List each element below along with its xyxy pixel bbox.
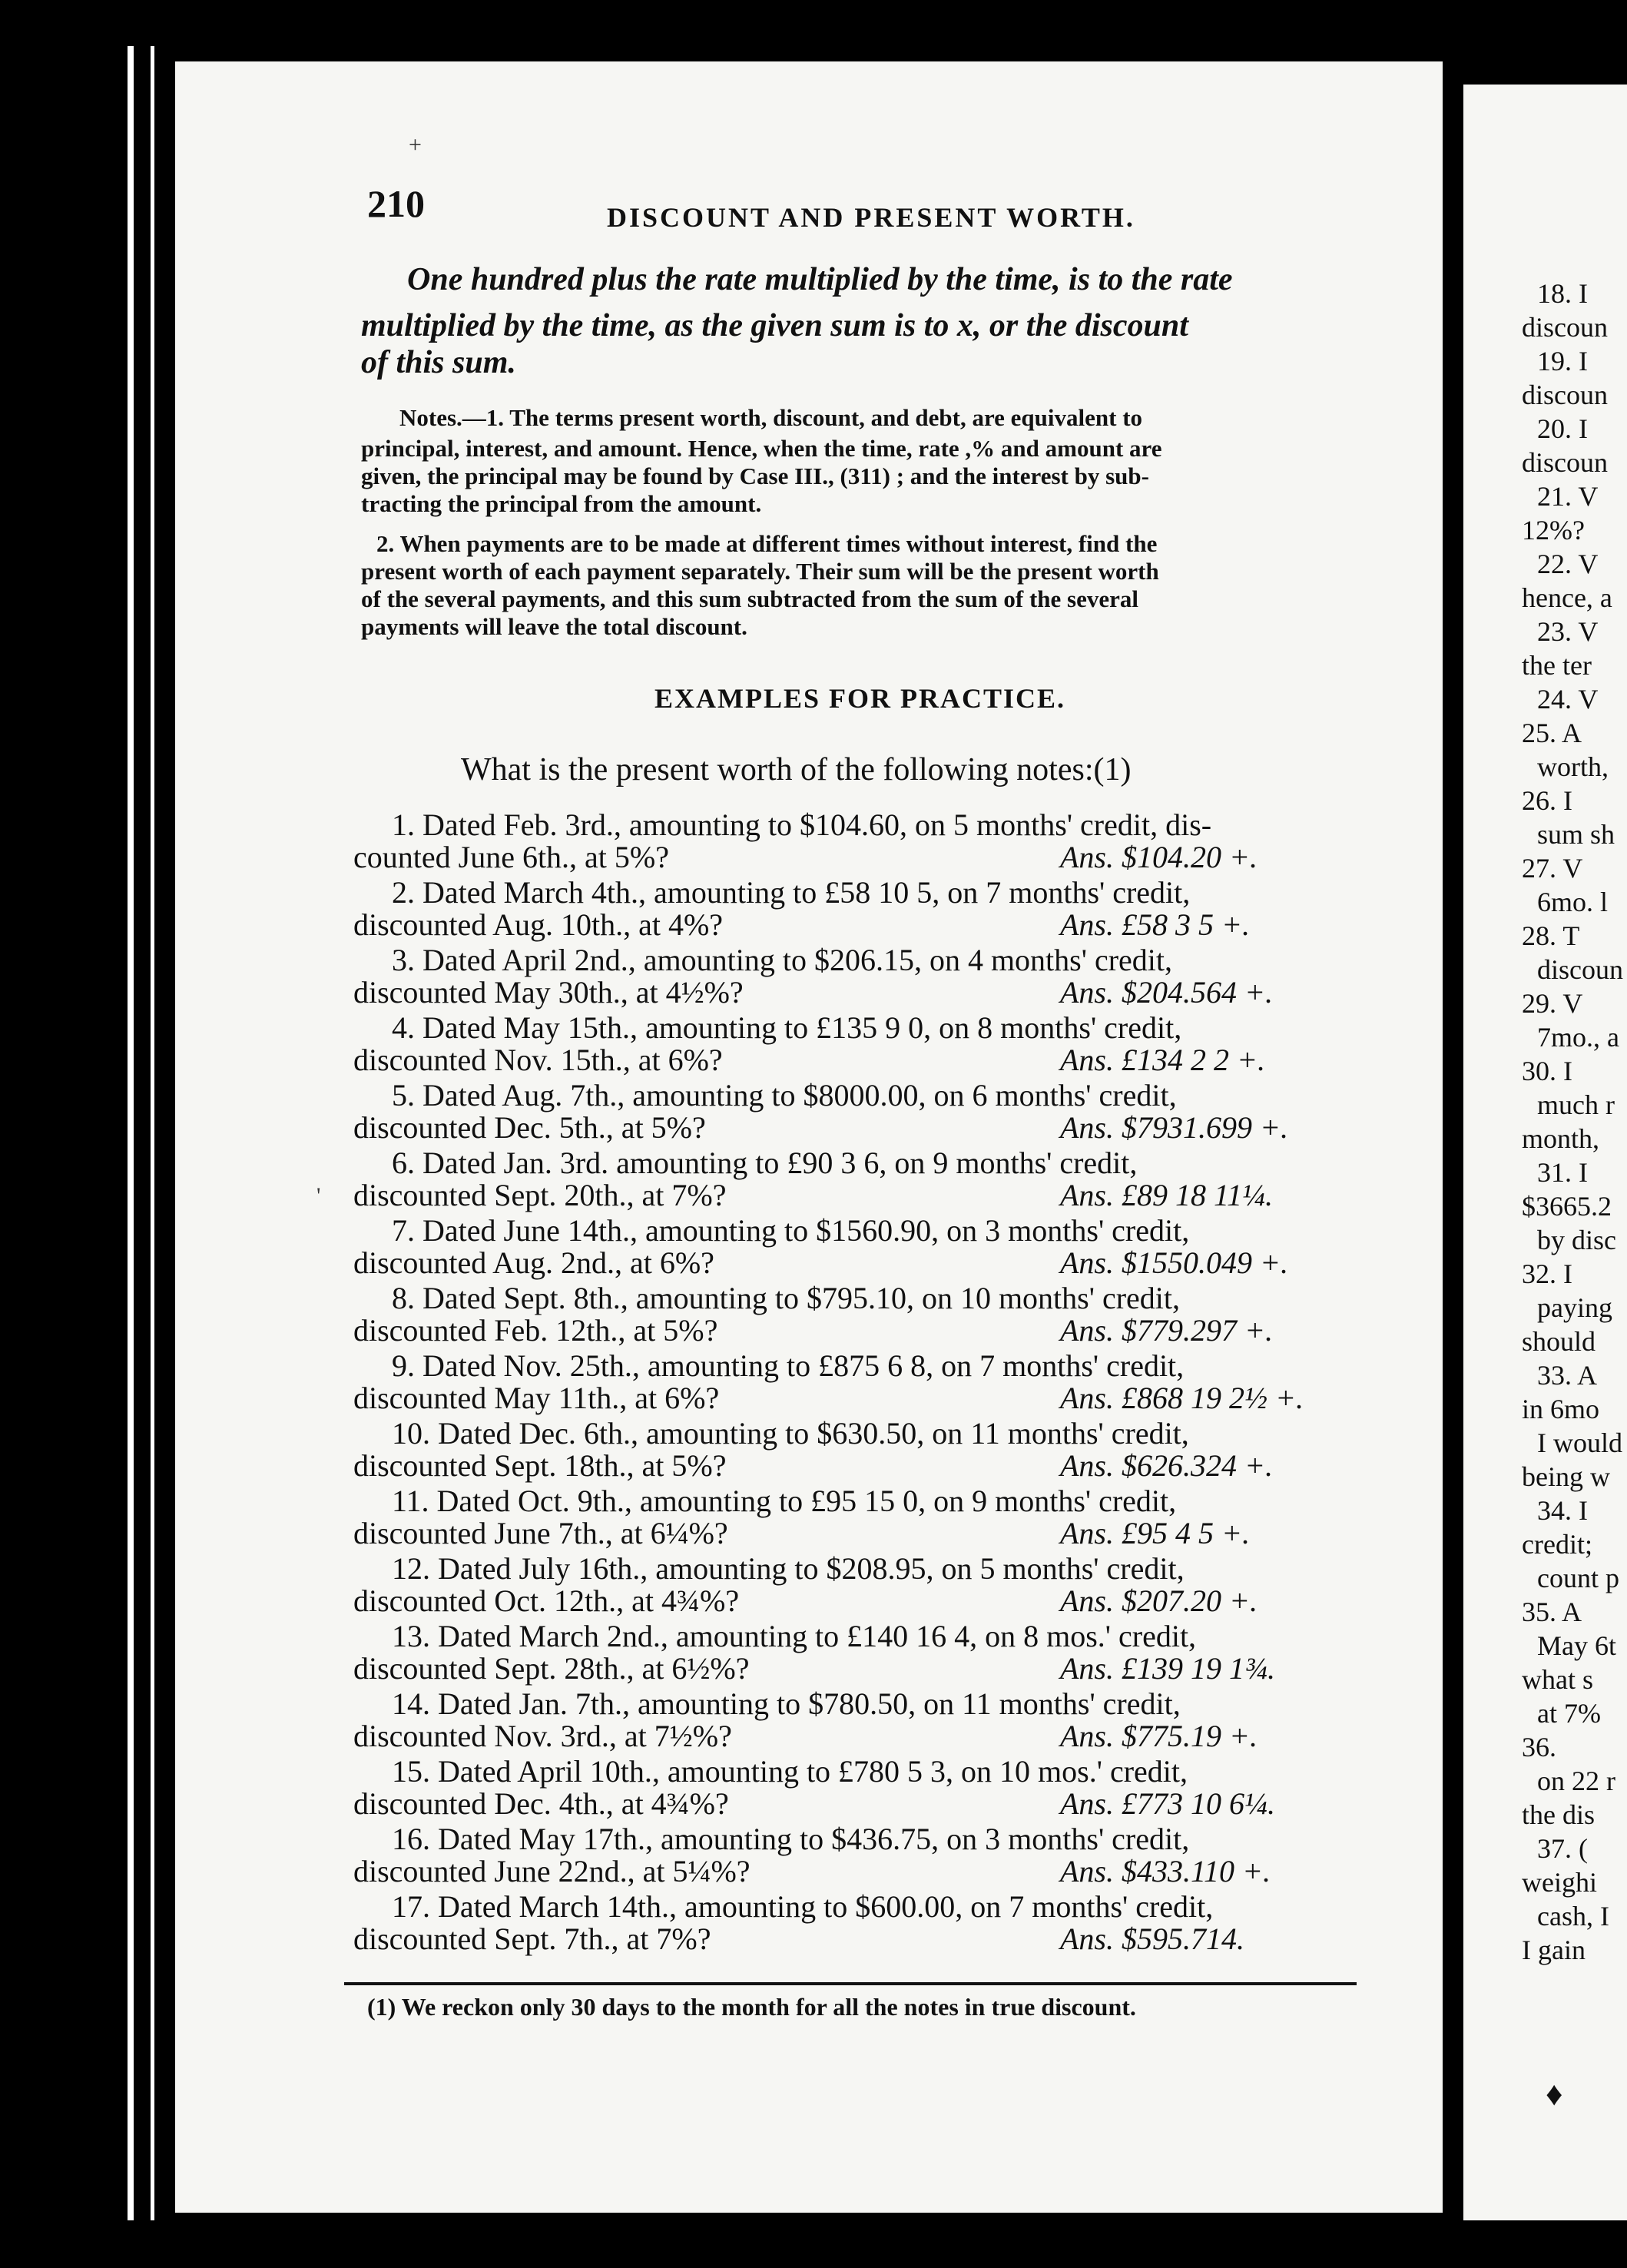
- right-page-line: much r: [1537, 1089, 1615, 1120]
- page-number: 210: [367, 182, 425, 225]
- note-line: present worth of each payment separately. Their sum will be the present worth: [361, 558, 1159, 585]
- right-page-line: 18. I: [1537, 278, 1588, 309]
- right-page-line: 27. V: [1522, 853, 1583, 884]
- example-line-2: counted June 6th., at 5%?: [353, 840, 669, 874]
- note-line: 2. When payments are to be made at different times without interest, find the: [376, 530, 1158, 557]
- note-line: of the several payments, and this sum subtracted from the sum of the several: [361, 585, 1139, 612]
- right-page-line: discoun: [1522, 312, 1608, 343]
- right-page-line: at 7%: [1537, 1698, 1601, 1729]
- example-line-1: 14. Dated Jan. 7th., amounting to $780.50, on 11 months' credit,: [392, 1686, 1181, 1721]
- right-page-line: 12%?: [1522, 515, 1585, 545]
- right-page-line: discoun: [1522, 380, 1608, 410]
- page-edge-left: [128, 46, 134, 2220]
- example-line-2: discounted May 11th., at 6%?: [353, 1381, 720, 1415]
- note-line: tracting the principal from the amount.: [361, 490, 762, 517]
- scan-speck: ♦: [1546, 2075, 1563, 2113]
- rule-line: of this sum.: [361, 345, 516, 380]
- right-page-line: should: [1522, 1326, 1596, 1357]
- example-line-2: discounted Oct. 12th., at 4¾%?: [353, 1583, 740, 1618]
- example-answer: Ans. £868 19 2½ +.: [1060, 1381, 1304, 1415]
- example-line-2: discounted Sept. 28th., at 6½%?: [353, 1651, 750, 1686]
- right-page-line: 34. I: [1537, 1495, 1588, 1526]
- right-page-line: month,: [1522, 1123, 1600, 1154]
- example-line-2: discounted May 30th., at 4½%?: [353, 975, 744, 1010]
- right-page-line: 19. I: [1537, 346, 1588, 376]
- example-answer: Ans. $433.110 +.: [1060, 1854, 1271, 1888]
- right-page-line: 28. T: [1522, 920, 1580, 951]
- right-page-line: 29. V: [1522, 988, 1583, 1019]
- example-answer: Ans. $775.19 +.: [1060, 1719, 1258, 1753]
- example-line-1: 2. Dated March 4th., amounting to £58 10 5, on 7 months' credit,: [392, 875, 1191, 910]
- example-line-2: discounted Dec. 4th., at 4¾%?: [353, 1786, 729, 1821]
- page-edge-left-inner: [151, 46, 154, 2220]
- right-page-line: paying: [1537, 1292, 1612, 1323]
- example-answer: Ans. $7931.699 +.: [1060, 1110, 1288, 1145]
- example-line-1: 4. Dated May 15th., amounting to £135 9 0, on 8 months' credit,: [392, 1010, 1182, 1045]
- right-page-line: 35. A: [1522, 1597, 1582, 1627]
- example-line-1: 12. Dated July 16th., amounting to $208.95, on 5 months' credit,: [392, 1551, 1185, 1586]
- right-page-line: sum sh: [1537, 819, 1615, 850]
- example-answer: Ans. $207.20 +.: [1060, 1583, 1258, 1618]
- example-answer: Ans. $626.324 +.: [1060, 1448, 1273, 1483]
- running-head: DISCOUNT AND PRESENT WORTH.: [607, 202, 1135, 233]
- example-line-1: 15. Dated April 10th., amounting to £780 5 3, on 10 mos.' credit,: [392, 1754, 1188, 1789]
- right-page-line: on 22 r: [1537, 1766, 1615, 1796]
- example-line-1: 11. Dated Oct. 9th., amounting to £95 15 0, on 9 months' credit,: [392, 1484, 1177, 1518]
- right-page-line: 6mo. l: [1537, 887, 1609, 917]
- note-line: payments will leave the total discount.: [361, 613, 747, 640]
- example-line-2: discounted June 22nd., at 5¼%?: [353, 1854, 751, 1888]
- right-page-line: discoun: [1537, 954, 1623, 985]
- footnote: (1) We reckon only 30 days to the month for all the notes in true discount.: [367, 1993, 1136, 2021]
- right-page-line: 7mo., a: [1537, 1022, 1619, 1053]
- right-page-line: count p: [1537, 1563, 1619, 1593]
- example-line-2: discounted Sept. 18th., at 5%?: [353, 1448, 727, 1483]
- example-line-2: discounted June 7th., at 6¼%?: [353, 1516, 728, 1550]
- book-spine: [1443, 61, 1463, 2213]
- example-line-1: 6. Dated Jan. 3rd. amounting to £90 3 6, on 9 months' credit,: [392, 1146, 1138, 1180]
- example-line-1: 10. Dated Dec. 6th., amounting to $630.50, on 11 months' credit,: [392, 1416, 1189, 1451]
- example-line-2: discounted Sept. 20th., at 7%?: [353, 1178, 727, 1212]
- right-page-line: the dis: [1522, 1799, 1595, 1830]
- example-line-2: discounted Nov. 15th., at 6%?: [353, 1043, 723, 1077]
- example-answer: Ans. £89 18 11¼.: [1060, 1178, 1274, 1212]
- right-page-line: 24. V: [1537, 684, 1599, 715]
- example-line-1: 8. Dated Sept. 8th., amounting to $795.10, on 10 months' credit,: [392, 1281, 1180, 1315]
- right-page-line: 26. I: [1522, 785, 1572, 816]
- right-page-line: being w: [1522, 1461, 1610, 1492]
- scan-speck: +: [409, 132, 422, 158]
- right-page-line: 22. V: [1537, 549, 1599, 579]
- example-line-1: 7. Dated June 14th., amounting to $1560.90, on 3 months' credit,: [392, 1213, 1190, 1248]
- right-page-line: 37. (: [1537, 1833, 1588, 1864]
- right-page-line: 36.: [1522, 1732, 1556, 1762]
- right-page-line: $3665.2: [1522, 1191, 1612, 1222]
- example-answer: Ans. $1550.049 +.: [1060, 1245, 1288, 1280]
- right-page-line: I gain: [1522, 1935, 1586, 1965]
- right-page-line: worth,: [1537, 751, 1609, 782]
- example-answer: Ans. £58 3 5 +.: [1060, 907, 1250, 942]
- right-page-line: credit;: [1522, 1529, 1592, 1560]
- note-line: principal, interest, and amount. Hence, when the time, rate ,% and amount are: [361, 435, 1162, 462]
- example-answer: Ans. £139 19 1¾.: [1060, 1651, 1275, 1686]
- right-page-line: 33. A: [1537, 1360, 1598, 1391]
- note-line: Notes.—1. The terms present worth, discount, and debt, are equivalent to: [399, 404, 1143, 431]
- right-page-line: 25. A: [1522, 718, 1582, 748]
- example-line-2: discounted Aug. 2nd., at 6%?: [353, 1245, 714, 1280]
- right-page-line: discoun: [1522, 447, 1608, 478]
- note-line: given, the principal may be found by Case III., (311) ; and the interest by sub-: [361, 463, 1149, 489]
- scan-speck: ': [316, 1183, 321, 1209]
- example-line-2: discounted Dec. 5th., at 5%?: [353, 1110, 706, 1145]
- right-page-fragment: [1463, 85, 1627, 2220]
- example-line-1: 5. Dated Aug. 7th., amounting to $8000.00, on 6 months' credit,: [392, 1078, 1177, 1112]
- example-line-1: 16. Dated May 17th., amounting to $436.75, on 3 months' credit,: [392, 1822, 1190, 1856]
- right-page-line: 23. V: [1537, 616, 1599, 647]
- rule-line: multiplied by the time, as the given sum is to x, or the discount: [361, 308, 1188, 343]
- example-answer: Ans. £95 4 5 +.: [1060, 1516, 1250, 1550]
- example-answer: Ans. £134 2 2 +.: [1060, 1043, 1265, 1077]
- right-page-line: I would: [1537, 1427, 1622, 1458]
- right-page-line: May 6t: [1537, 1630, 1616, 1661]
- example-line-1: 13. Dated March 2nd., amounting to £140 16 4, on 8 mos.' credit,: [392, 1619, 1197, 1653]
- right-page-line: in 6mo: [1522, 1394, 1600, 1424]
- example-line-2: discounted Aug. 10th., at 4%?: [353, 907, 724, 942]
- right-page-line: 31. I: [1537, 1157, 1588, 1188]
- right-page-line: 20. I: [1537, 413, 1588, 444]
- example-answer: Ans. £773 10 6¼.: [1060, 1786, 1275, 1821]
- example-answer: Ans. $595.714.: [1060, 1922, 1244, 1956]
- rule-line: One hundred plus the rate multiplied by the time, is to the rate: [407, 262, 1233, 297]
- right-page-line: what s: [1522, 1664, 1593, 1695]
- right-page-line: 32. I: [1522, 1258, 1572, 1289]
- right-page-line: 30. I: [1522, 1056, 1572, 1086]
- example-line-2: discounted Feb. 12th., at 5%?: [353, 1313, 718, 1348]
- right-page-line: 21. V: [1537, 481, 1599, 512]
- example-line-1: 17. Dated March 14th., amounting to $600.00, on 7 months' credit,: [392, 1889, 1214, 1924]
- footnote-rule: [344, 1982, 1357, 1985]
- example-answer: Ans. $204.564 +.: [1060, 975, 1273, 1010]
- examples-intro: What is the present worth of the following notes:(1): [461, 752, 1132, 788]
- right-page-line: cash, I: [1537, 1901, 1609, 1931]
- example-line-2: discounted Sept. 7th., at 7%?: [353, 1922, 711, 1956]
- right-page-line: weighi: [1522, 1867, 1597, 1898]
- right-page-line: by disc: [1537, 1225, 1616, 1255]
- right-page-line: hence, a: [1522, 582, 1612, 613]
- example-line-1: 9. Dated Nov. 25th., amounting to £875 6 8, on 7 months' credit,: [392, 1348, 1185, 1383]
- example-line-1: 3. Dated April 2nd., amounting to $206.15, on 4 months' credit,: [392, 943, 1172, 977]
- example-line-1: 1. Dated Feb. 3rd., amounting to $104.60, on 5 months' credit, dis-: [392, 807, 1212, 842]
- examples-heading: EXAMPLES FOR PRACTICE.: [654, 683, 1066, 714]
- example-line-2: discounted Nov. 3rd., at 7½%?: [353, 1719, 732, 1753]
- example-answer: Ans. $104.20 +.: [1060, 840, 1258, 874]
- example-answer: Ans. $779.297 +.: [1060, 1313, 1273, 1348]
- right-page-line: the ter: [1522, 650, 1592, 681]
